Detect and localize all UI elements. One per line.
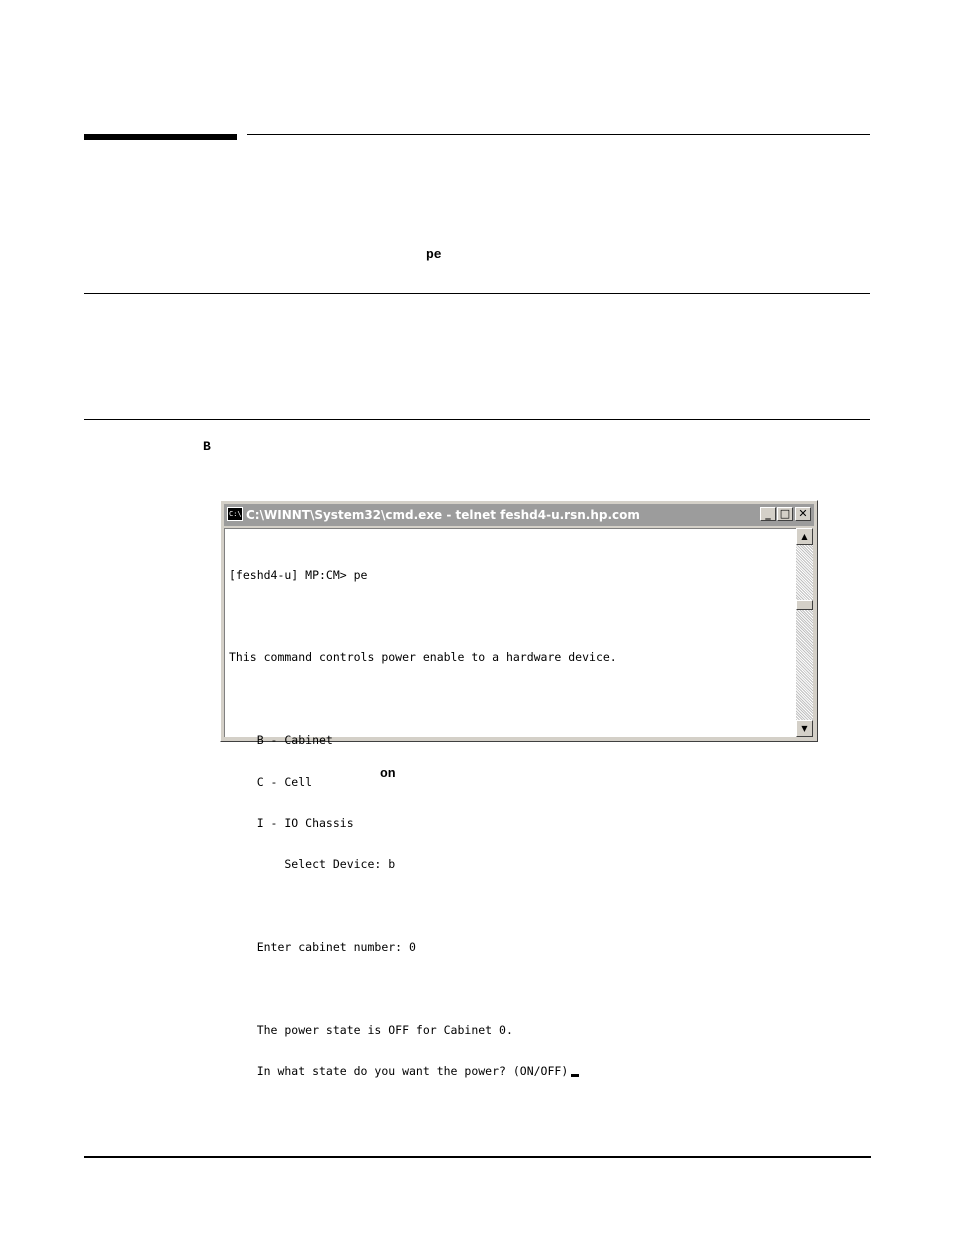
console-line (229, 693, 617, 707)
console-line (229, 983, 617, 997)
console-line: This command controls power enable to a hardware device. (229, 650, 617, 665)
console-output[interactable] (224, 528, 796, 1079)
maximize-button[interactable]: □ (777, 507, 793, 521)
console-text (229, 541, 617, 1107)
console-window (220, 500, 818, 1079)
close-button[interactable]: ✕ (795, 507, 811, 521)
inline-answer-on: on (380, 766, 396, 781)
scroll-up-button[interactable]: ▲ (796, 528, 813, 545)
console-titlebar[interactable] (224, 504, 814, 526)
console-prompt-line (229, 1065, 617, 1079)
console-line: C - Cell (229, 774, 313, 789)
console-line: In what state do you want the power? (ON/OFF) (229, 1064, 569, 1079)
console-line: Enter cabinet number: 0 (229, 940, 416, 955)
vertical-scrollbar[interactable] (796, 528, 813, 737)
inline-command-pe: pe (426, 247, 442, 262)
scroll-down-button[interactable]: ▼ (796, 720, 813, 737)
console-line: B - Cabinet (229, 733, 333, 748)
inline-option-b: B (203, 439, 211, 454)
console-window-title: C:\WINNT\System32\cmd.exe - telnet feshd4-u.rsn.hp.com (246, 508, 640, 522)
note-top-rule (84, 293, 870, 294)
console-line (229, 900, 617, 914)
console-line: The power state is OFF for Cabinet 0. (229, 1022, 513, 1037)
header-thick-rule (84, 134, 237, 140)
scroll-thumb[interactable] (796, 600, 813, 610)
console-line (229, 610, 617, 624)
text-cursor (571, 1074, 579, 1077)
header-thin-rule (247, 134, 870, 135)
footer-rule (84, 1156, 871, 1158)
minimize-button[interactable]: _ (760, 507, 776, 521)
console-line: [feshd4-u] MP:CM> pe (229, 567, 368, 582)
console-line: Select Device: b (229, 857, 396, 872)
note-bottom-rule (84, 419, 870, 420)
console-line: I - IO Chassis (229, 815, 354, 830)
cmd-icon[interactable]: C:\ (227, 507, 243, 521)
